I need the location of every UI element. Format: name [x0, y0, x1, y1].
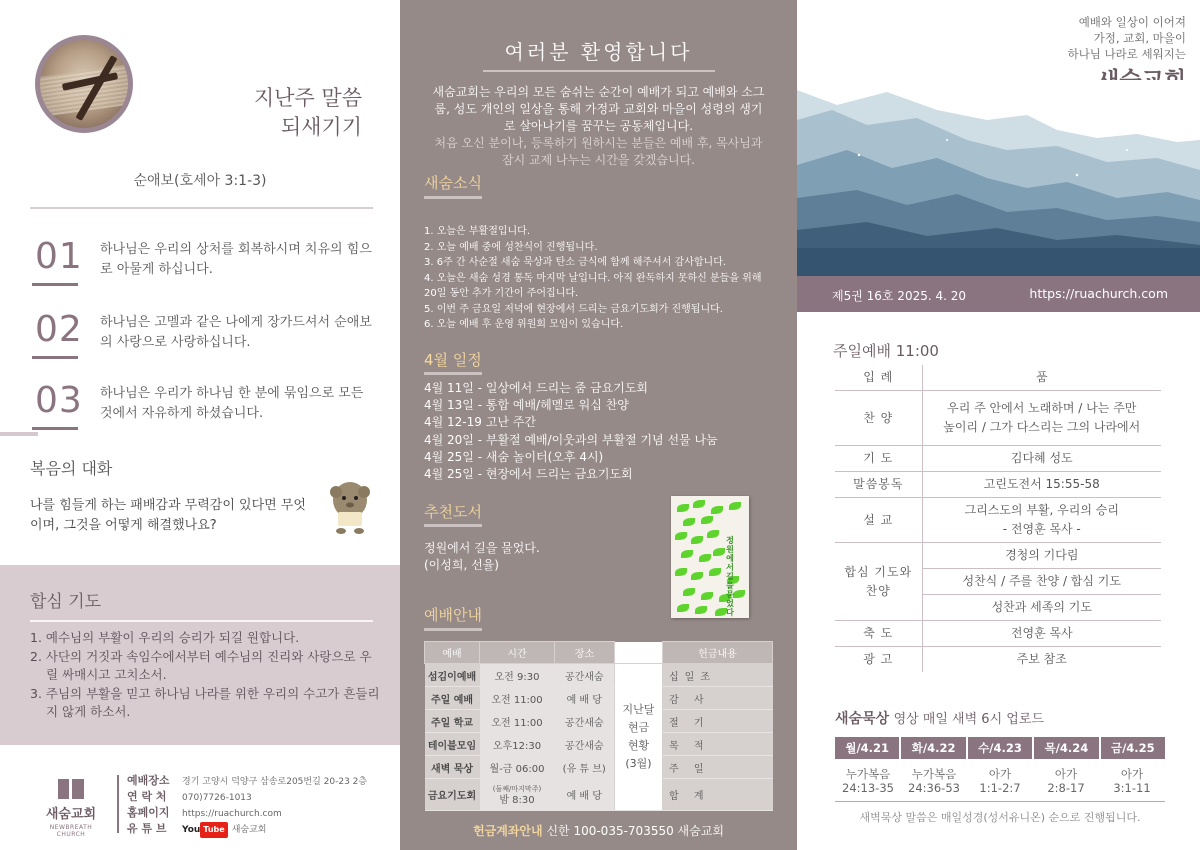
tagline-line: 가정, 교회, 마을이: [1093, 31, 1186, 45]
list-item: 4월 11일 - 일상에서 드리는 줌 금요기도회: [424, 381, 649, 395]
offering-type: 목 적: [663, 733, 718, 756]
issue-info: 제5권 16호 2025. 4. 20: [832, 289, 967, 303]
col-header: [615, 642, 663, 664]
point-number: 02: [35, 309, 83, 350]
number-underline: [32, 427, 78, 430]
issue-bar: [797, 276, 1200, 312]
offering-value: [718, 664, 773, 687]
dawn-day: 금/4.25: [1101, 737, 1165, 759]
order-value: 주보 참조: [1016, 652, 1067, 666]
gospel-question: 나를 힘들게 하는 패배감과 무력감이 있다면 무엇이며, 그것을 어떻게 해결했나요?: [30, 498, 306, 533]
dawn-book: [835, 767, 901, 795]
worship-time: 월-금 06:00: [480, 756, 555, 779]
middle-panel: [400, 0, 797, 850]
book-title: 정원에서 길을 물었다.: [424, 541, 540, 555]
order-value: 성찬과 세족의 기도: [922, 595, 1161, 621]
point-item: [30, 236, 375, 296]
order-value-cell: [922, 498, 1161, 543]
table-row: [835, 621, 1161, 647]
worship-time: 오전 11:00: [480, 710, 555, 733]
worship-place: (유 튜 브): [555, 756, 615, 779]
dawn-day: 화/4.22: [901, 737, 967, 759]
dawn-subtitle: 영상 매일 새벽 6시 업로드: [893, 712, 1044, 727]
worship-place: 공간새숨: [555, 664, 615, 687]
book-ref: 24:13-35: [842, 781, 894, 795]
table-row: [835, 647, 1161, 673]
worship-time-cell: [480, 779, 555, 811]
table-row: [425, 779, 773, 811]
divider: [30, 620, 373, 622]
service-heading: 주일예배 11:00: [833, 342, 939, 360]
youtube-logo-icon: Tube: [200, 822, 227, 838]
offering-value: [718, 710, 773, 733]
book-name: 아가: [1054, 767, 1078, 781]
divider: [30, 207, 373, 209]
worship-name: 새벽 묵상: [425, 756, 480, 779]
list-item: 3. 6주 간 사순절 새숨 묵상과 탄소 금식에 함께 해주셔서 감사합니다.: [424, 257, 727, 268]
info-values: [182, 774, 367, 838]
worship-time-note: (둘째/마지막주): [492, 784, 542, 793]
book-name: 아가: [1120, 767, 1144, 781]
logo-subtitle: NEWBREATH CHURCH: [49, 824, 93, 838]
book-description: [424, 540, 540, 574]
list-item: 4월 20일 - 부활절 예배/이웃과의 부활절 기념 선물 나눔: [424, 432, 718, 447]
dawn-title: 새숨묵상: [835, 711, 890, 727]
worship-guide-heading: 예배안내: [424, 606, 482, 624]
dawn-days-row: [835, 737, 1165, 759]
list-item: 5. 이번 주 금요일 저녁에 현장에서 드리는 금요기도회가 진행됩니다.: [424, 303, 723, 315]
youtube-logo-text: You: [182, 825, 201, 835]
order-value: 경청의 기다림: [922, 543, 1161, 569]
book-name: 아가: [988, 767, 1012, 781]
table-row: [425, 664, 773, 687]
list-item: 4월 13일 - 통합 예배/헤멜로 워십 찬양: [424, 398, 629, 413]
col-header: 헌금내용: [663, 642, 773, 664]
offering-status-line: 현금: [627, 721, 650, 734]
offering-type: 십일조: [663, 664, 718, 687]
worship-name: 주일 학교: [425, 710, 480, 733]
cross-bible-image: [35, 35, 133, 133]
offering-status-line: (3월): [625, 757, 652, 770]
list-item: 4. 오늘은 새숨 성경 통독 마지막 날입니다. 아직 완독하지 못하신 분들을 위해 20일 동안 추가 기간이 주어집니다.: [424, 272, 762, 299]
label-homepage: 홈페이지: [127, 806, 170, 819]
divider: [424, 524, 482, 527]
point-number: 01: [35, 236, 83, 277]
offering-status-line: 지난달: [622, 703, 655, 716]
dawn-books-row: [835, 767, 1165, 795]
account-text: 신한 100-035-703550 새숨교회: [546, 824, 724, 838]
offering-value: [718, 687, 773, 710]
worship-place: 예 배 당: [555, 779, 615, 811]
worship-time: 밤 8:30: [499, 794, 535, 806]
news-list: [424, 224, 774, 333]
intro-text: [430, 84, 767, 169]
phone-text[interactable]: 070)7726-1013: [182, 793, 252, 803]
account-label: 헌금계좌안내: [473, 824, 543, 838]
offering-status-cell: [615, 664, 663, 811]
list-item: 1. 오늘은 부활절입니다.: [424, 226, 531, 237]
intro-main: 새숨교회는 우리의 모든 숨쉬는 순간이 예배가 되고 예배와 소그룹, 성도 개인의 일상을 통해 가정과 교회와 마을이 성령의 생기로 살아나기를 꿈꾸는 공동체입니다.: [432, 85, 765, 133]
book-heading: 추천도서: [424, 503, 482, 521]
worship-guide-table: [424, 641, 773, 811]
gospel-heading: 복음의 대화: [30, 459, 113, 478]
table-row: [835, 365, 1161, 391]
label-place: 예배장소: [127, 774, 170, 787]
order-label: 광 고: [835, 647, 922, 673]
offering-type: 주 일: [663, 756, 718, 779]
book-cover-title: 정원에서 길을 묻었다: [726, 536, 734, 617]
list-item: 2. 오늘 예배 중에 성찬식이 진행됩니다.: [424, 241, 598, 253]
dawn-meditation-grid: [835, 737, 1165, 795]
divider: [424, 372, 482, 375]
col-header: 장소: [555, 642, 615, 664]
schedule-list: [424, 380, 774, 483]
point-text: 하나님은 고멜과 같은 나에게 장가드셔서 순애보의 사랑으로 사랑하십니다.: [100, 315, 372, 350]
offering-type: 감 사: [663, 687, 718, 710]
dawn-day: 목/4.24: [1034, 737, 1100, 759]
dawn-book: [1099, 767, 1165, 795]
worship-name: 주일 예배: [425, 687, 480, 710]
table-row: [835, 498, 1161, 543]
divider: [424, 196, 482, 199]
list-item: 3. 주님의 부활을 믿고 하나님 나라를 위한 우리의 수고가 흔들리지 않게 하소서.: [30, 686, 380, 719]
worship-order-table: [835, 365, 1161, 672]
list-item: 1. 예수님의 부활이 우리의 승리가 되길 원합니다.: [30, 630, 300, 645]
church-logo-icon: [58, 775, 84, 799]
dawn-day: 수/4.23: [968, 737, 1034, 759]
list-item: 4월 25일 - 새숨 놀이터(오후 4시): [424, 449, 604, 464]
dawn-book: [967, 767, 1033, 795]
point-item: [30, 309, 375, 369]
book-cover-image: [671, 496, 749, 618]
website-link[interactable]: https://ruachurch.com: [1029, 286, 1168, 301]
offering-value: [718, 733, 773, 756]
order-label: 합심 기도와 찬양: [835, 543, 922, 621]
list-item: 6. 오늘 예배 후 운영 위원회 모임이 있습니다.: [424, 319, 624, 330]
dawn-book: [1033, 767, 1099, 795]
order-label: 말씀봉독: [835, 472, 922, 498]
label-youtube: 유 튜 브: [127, 822, 167, 835]
sermon-review-title: [254, 84, 362, 142]
worship-name: 섬김이예배: [425, 664, 480, 687]
dawn-note: 새벽묵상 말씀은 매일성경(성서유니온) 순으로 진행됩니다.: [859, 811, 1141, 824]
homepage-link[interactable]: https://ruachurch.com: [182, 809, 282, 819]
col-header: 예배: [425, 642, 480, 664]
schedule-heading: 4월 일정: [424, 351, 482, 369]
book-name: 누가복음: [911, 767, 957, 781]
worship-place: 공간새숨: [555, 710, 615, 733]
offering-value: [718, 756, 773, 779]
church-info-footer: [0, 745, 400, 850]
worship-time: 오전 11:00: [480, 687, 555, 710]
table-row: [835, 472, 1161, 498]
worship-place: 예 배 당: [555, 687, 615, 710]
intro-sub: 처음 오신 분이나, 등록하기 원하시는 분들은 예배 후, 목사님과 잠시 교제 나누는 시간을 갖겠습니다.: [434, 136, 763, 167]
point-item: [30, 380, 375, 440]
list-item: 4월 25일 - 현장에서 드리는 금요기도회: [424, 467, 633, 482]
order-value: 고린도전서 15:55-58: [922, 472, 1161, 498]
divider: [117, 775, 119, 833]
mountain-landscape-image: [797, 80, 1200, 276]
order-label: 입 례: [835, 365, 922, 391]
right-panel: [797, 0, 1200, 850]
youtube-channel-name: 새숨교회: [231, 825, 267, 835]
title-line-1: 지난주 말씀: [253, 86, 362, 110]
number-underline: [32, 356, 78, 359]
divider: [424, 628, 482, 631]
logo-name: 새숨교회: [45, 807, 97, 822]
point-text: 하나님은 우리의 상처를 회복하시며 치유의 힘으로 아물게 하십니다.: [100, 242, 372, 277]
table-row: [425, 710, 773, 733]
divider: [835, 801, 1165, 802]
table-row: [425, 733, 773, 756]
divider: [0, 432, 38, 436]
list-item: 4월 12-19 고난 주간: [424, 415, 536, 430]
point-number: 03: [35, 380, 83, 421]
dawn-meditation-heading: [835, 708, 1044, 728]
table-row: [835, 446, 1161, 472]
list-item: 2. 사단의 거짓과 속임수에서부터 예수님의 진리와 사랑으로 우릴 싸매시고 고치소서.: [30, 649, 372, 682]
divider: [483, 70, 715, 72]
worship-place: 공간새숨: [555, 733, 615, 756]
order-label: 설 교: [835, 498, 922, 543]
offering-value: [718, 779, 773, 811]
address-text: 경기 고양시 덕양구 삼송로205번길 20-23 2층: [182, 777, 368, 787]
news-heading: 새숨소식: [424, 174, 482, 192]
worship-time: 오후12:30: [480, 733, 555, 756]
dawn-day: 월/4.21: [835, 737, 901, 759]
table-row: [425, 687, 773, 710]
book-ref: 2:8-17: [1047, 781, 1085, 795]
offering-type: 절 기: [663, 710, 718, 733]
book-ref: 24:36-53: [908, 781, 960, 795]
sermon-title: 그리스도의 부활, 우리의 승리: [964, 503, 1119, 517]
table-row: [835, 543, 1161, 569]
book-ref: 3:1-11: [1113, 781, 1151, 795]
col-header: 시간: [480, 642, 555, 664]
sermon-preacher: - 전영훈 목사 -: [1002, 522, 1081, 536]
number-underline: [32, 283, 78, 286]
table-row: [425, 756, 773, 779]
book-name: 누가복음: [845, 767, 891, 781]
youtube-row[interactable]: [182, 822, 367, 838]
order-label: 찬 양: [835, 391, 922, 446]
prayer-heading: 합심 기도: [30, 592, 102, 612]
worship-name: 테이블모임: [425, 733, 480, 756]
order-value: 전영훈 목사: [922, 621, 1161, 647]
tagline-line: 하나님 나라로 세워지는: [1067, 47, 1186, 61]
label-contact: 연 락 처: [127, 790, 167, 803]
worship-name: 금요기도회: [425, 779, 480, 811]
prayer-list: [30, 629, 380, 722]
table-row: [835, 391, 1161, 446]
offering-status-line: 현황: [627, 739, 650, 752]
order-label: 축 도: [835, 621, 922, 647]
scripture-reference: 순애보(호세아 3:1-3): [133, 173, 267, 189]
order-value: 김다혜 성도: [922, 446, 1161, 472]
worship-time: 오전 9:30: [480, 664, 555, 687]
welcome-heading: 여러분 환영합니다: [504, 40, 693, 64]
title-line-2: 되새기기: [280, 115, 362, 139]
order-label: 기 도: [835, 446, 922, 472]
order-value: 우리 주 안에서 노래하며 / 나는 주만 높이리 / 그가 다스리는 그의 나라에서: [922, 391, 1161, 446]
joint-prayer-section: [0, 565, 400, 745]
tagline-line: 예배와 일상이 이어져: [1078, 15, 1186, 29]
offering-type: 합 계: [663, 779, 718, 811]
order-value: 성찬식 / 주를 찬양 / 합심 기도: [922, 569, 1161, 595]
point-text: 하나님은 우리가 하나님 한 분에 묶임으로 모든 것에서 자유하게 하셨습니다.: [100, 386, 364, 421]
order-value: 품: [922, 365, 1161, 391]
offering-account-info: [400, 822, 797, 839]
dawn-book: [901, 767, 967, 795]
table-header-row: [425, 642, 773, 664]
book-author: (이성희, 선율): [424, 558, 499, 572]
church-logo: [36, 775, 106, 838]
book-ref: 1:1-2:7: [979, 781, 1021, 795]
left-panel: [0, 0, 400, 850]
info-labels: [127, 773, 170, 837]
sheep-reading-icon: [328, 478, 372, 534]
